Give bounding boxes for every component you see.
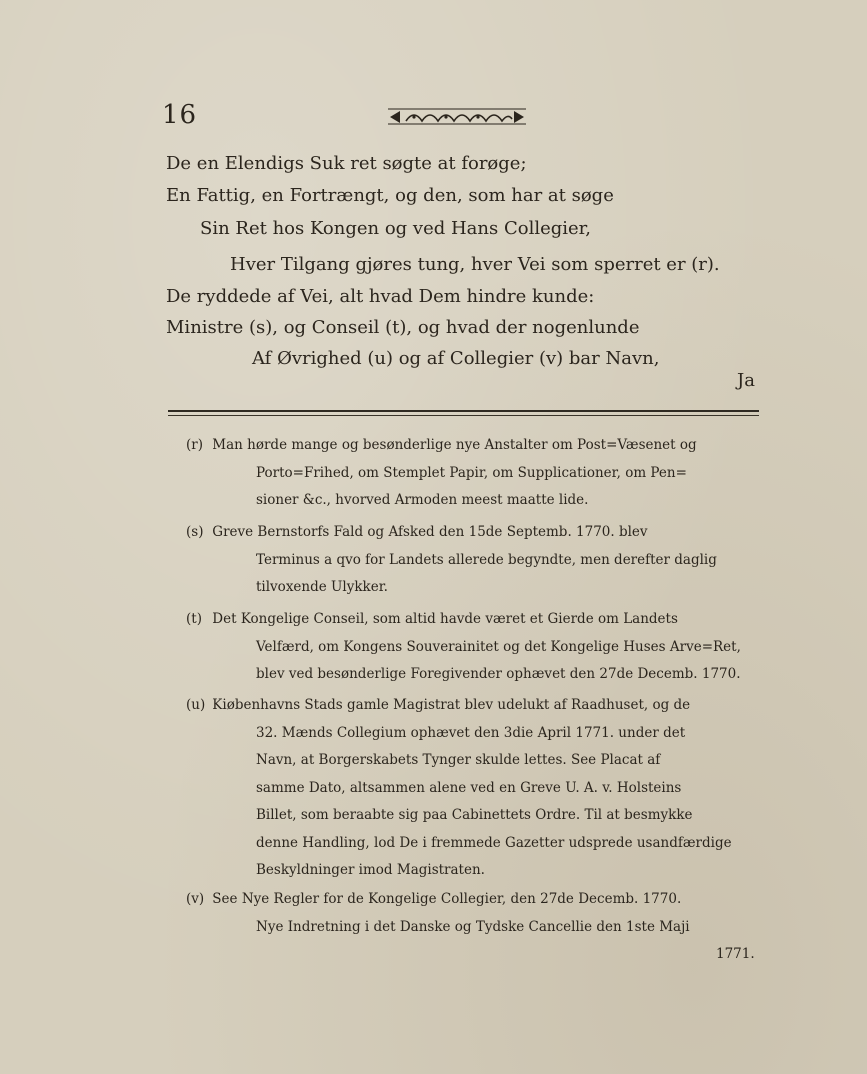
note-line: Velfærd, om Kongens Souverainitet og det Kongelige Huses Arve=Ret,: [256, 638, 741, 655]
note-line: Man hørde mange og besønderlige nye Anstalter om Post=Væsenet og: [212, 437, 697, 453]
note-line: denne Handling, lod De i fremmede Gazetter udsprede usandfærdige: [256, 834, 732, 851]
verse-line: De ryddede af Vei, alt hvad Dem hindre kunde:: [166, 286, 595, 307]
footnote-r: [186, 432, 771, 515]
footnote-t: [186, 606, 771, 689]
note-line: sioner &c., hvorved Armoden meest maatte lide.: [256, 492, 589, 508]
note-line: Kiøbenhavns Stads gamle Magistrat blev udelukt af Raadhuset, og de: [212, 697, 691, 713]
note-line: Nye Indretning i det Danske og Tydske Cancellie den 1ste Maji: [256, 918, 690, 935]
note-line: samme Dato, altsammen alene ved en Greve U. A. v. Holsteins: [256, 779, 682, 796]
footnote-rule: [168, 410, 759, 412]
note-line: Det Kongelige Conseil, som altid havde været et Gierde om Landets: [212, 611, 678, 627]
catchword: Ja: [737, 370, 755, 391]
note-mark: (r): [186, 437, 203, 453]
footnote-v: [186, 886, 771, 969]
note-line: 32. Mænds Collegium ophævet den 3die April 1771. under det: [256, 724, 686, 741]
ornament-icon: [386, 105, 528, 127]
note-line: Beskyldninger imod Magistraten.: [256, 862, 485, 878]
verse-line: Ministre (s), og Conseil (t), og hvad der nogenlunde: [166, 317, 640, 338]
note-mark: (s): [186, 524, 204, 540]
note-line: blev ved besønderlige Foregivender ophævet den 27de Decemb. 1770.: [256, 666, 741, 682]
note-line: Navn, at Borgerskabets Tynger skulde lettes. See Placat af: [256, 752, 661, 768]
note-line: Terminus a qvo for Landets allerede begyndte, men derefter daglig: [256, 551, 717, 568]
footnote-s: [186, 519, 771, 602]
verse-line: Af Øvrighed (u) og af Collegier (v) bar Navn,: [252, 348, 660, 369]
verse-line: En Fattig, en Fortrængt, og den, som har at søge: [166, 185, 614, 206]
footnote-rule-thin: [168, 415, 759, 416]
note-mark: (v): [186, 891, 205, 907]
note-mark: (t): [186, 611, 202, 627]
page-number: 16: [162, 100, 198, 130]
verse-line: Hver Tilgang gjøres tung, hver Vei som sperret er (r).: [230, 254, 720, 275]
note-line: tilvoxende Ulykker.: [256, 579, 388, 595]
note-line: 1771.: [716, 946, 755, 962]
note-line: See Nye Regler for de Kongelige Collegier, den 27de Decemb. 1770.: [212, 891, 682, 907]
note-line: Greve Bernstorfs Fald og Afsked den 15de Septemb. 1770. blev: [212, 524, 648, 540]
verse-line: Sin Ret hos Kongen og ved Hans Collegier,: [200, 218, 592, 239]
note-mark: (u): [186, 697, 206, 713]
verse-line: De en Elendigs Suk ret søgte at forøge;: [166, 153, 527, 174]
note-line: Billet, som beraabte sig paa Cabinettets Ordre. Til at besmykke: [256, 807, 693, 823]
note-line: Porto=Frihed, om Stemplet Papir, om Supplicationer, om Pen=: [256, 464, 687, 481]
footnote-u: [186, 692, 771, 885]
